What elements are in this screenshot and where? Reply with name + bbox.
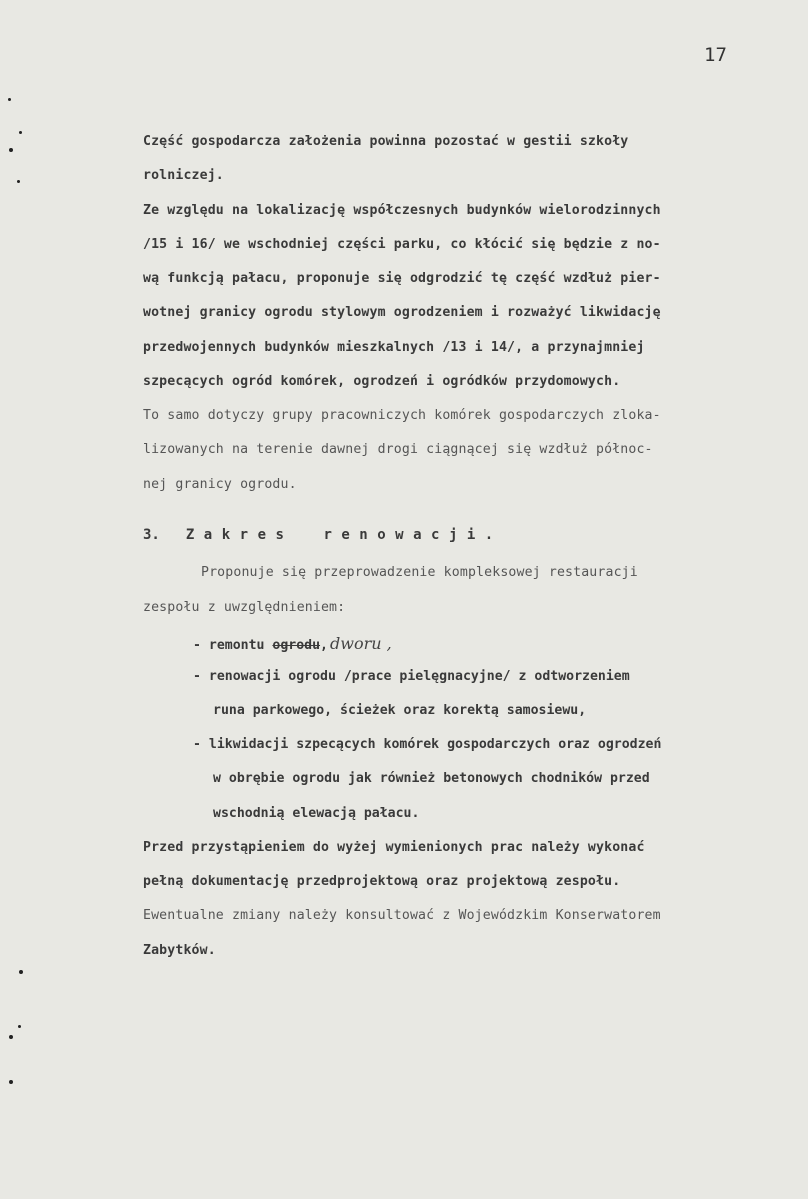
text-line: rolniczej.: [143, 168, 224, 183]
bullet-item: - likwidacji szpecących komórek gospodarczych oraz ogrodzeń: [193, 737, 662, 752]
section-title-word: Zakres: [185, 527, 294, 543]
text-line: pełną dokumentację przedprojektową oraz projektową zespołu.: [143, 874, 621, 889]
struck-text: ogrodu: [272, 638, 321, 653]
binding-hole-mark: [18, 1025, 21, 1028]
binding-hole-mark: [19, 970, 23, 974]
binding-hole-mark: [19, 131, 22, 134]
text-line: Proponuje się przeprowadzenie kompleksowej restauracji: [201, 565, 638, 580]
text-line: szpecących ogród komórek, ogrodzeń i ogródków przydomowych.: [143, 374, 621, 389]
binding-hole-mark: [9, 148, 13, 152]
text-line: zespołu z uwzględnieniem:: [143, 600, 346, 615]
binding-hole-mark: [9, 1080, 13, 1084]
text-line: /15 i 16/ we wschodniej części parku, co kłócić się będzie z no-: [143, 237, 661, 252]
handwritten-correction: dworu ,: [330, 634, 392, 653]
section-title-word: renowacji.: [323, 527, 503, 543]
text-line: To samo dotyczy grupy pracowniczych komórek gospodarczych zloka-: [143, 408, 661, 423]
bullet-item: - renowacji ogrodu /prace pielęgnacyjne/ z odtworzeniem: [193, 669, 630, 684]
text-line: przedwojennych budynków mieszkalnych /13 i 14/, a przynajmniej: [143, 340, 645, 355]
text-line: wą funkcją pałacu, proponuje się odgrodzić tę część wzdłuż pier-: [143, 271, 661, 286]
text-line: nej granicy ogrodu.: [143, 477, 297, 492]
bullet-continuation: wschodnią elewacją pałacu.: [213, 806, 420, 821]
bullet-punctuation: ,: [320, 638, 328, 653]
text-line: lizowanych na terenie dawnej drogi ciągnącej się wzdłuż północ-: [143, 442, 653, 457]
text-line: Część gospodarcza założenia powinna pozostać w gestii szkoły: [143, 134, 629, 149]
binding-hole-mark: [17, 180, 20, 183]
section-heading: [143, 527, 503, 543]
bullet-continuation: w obrębie ogrodu jak również betonowych chodników przed: [213, 771, 650, 786]
bullet-item: [193, 634, 392, 653]
bullet-text: - remontu: [193, 638, 273, 653]
text-line: Ze względu na lokalizację współczesnych budynków wielorodzinnych: [143, 203, 661, 218]
text-line: wotnej granicy ogrodu stylowym ogrodzeniem i rozważyć likwidację: [143, 305, 661, 320]
page-number: 17: [704, 44, 727, 66]
section-number: 3.: [143, 527, 160, 543]
text-line: Przed przystąpieniem do wyżej wymienionych prac należy wykonać: [143, 840, 645, 855]
text-line: Zabytków.: [143, 943, 216, 958]
binding-hole-mark: [8, 98, 11, 101]
bullet-continuation: runa parkowego, ścieżek oraz korektą samosiewu,: [213, 703, 587, 718]
text-line: Ewentualne zmiany należy konsultować z Wojewódzkim Konserwatorem: [143, 908, 661, 923]
binding-hole-mark: [9, 1035, 13, 1039]
